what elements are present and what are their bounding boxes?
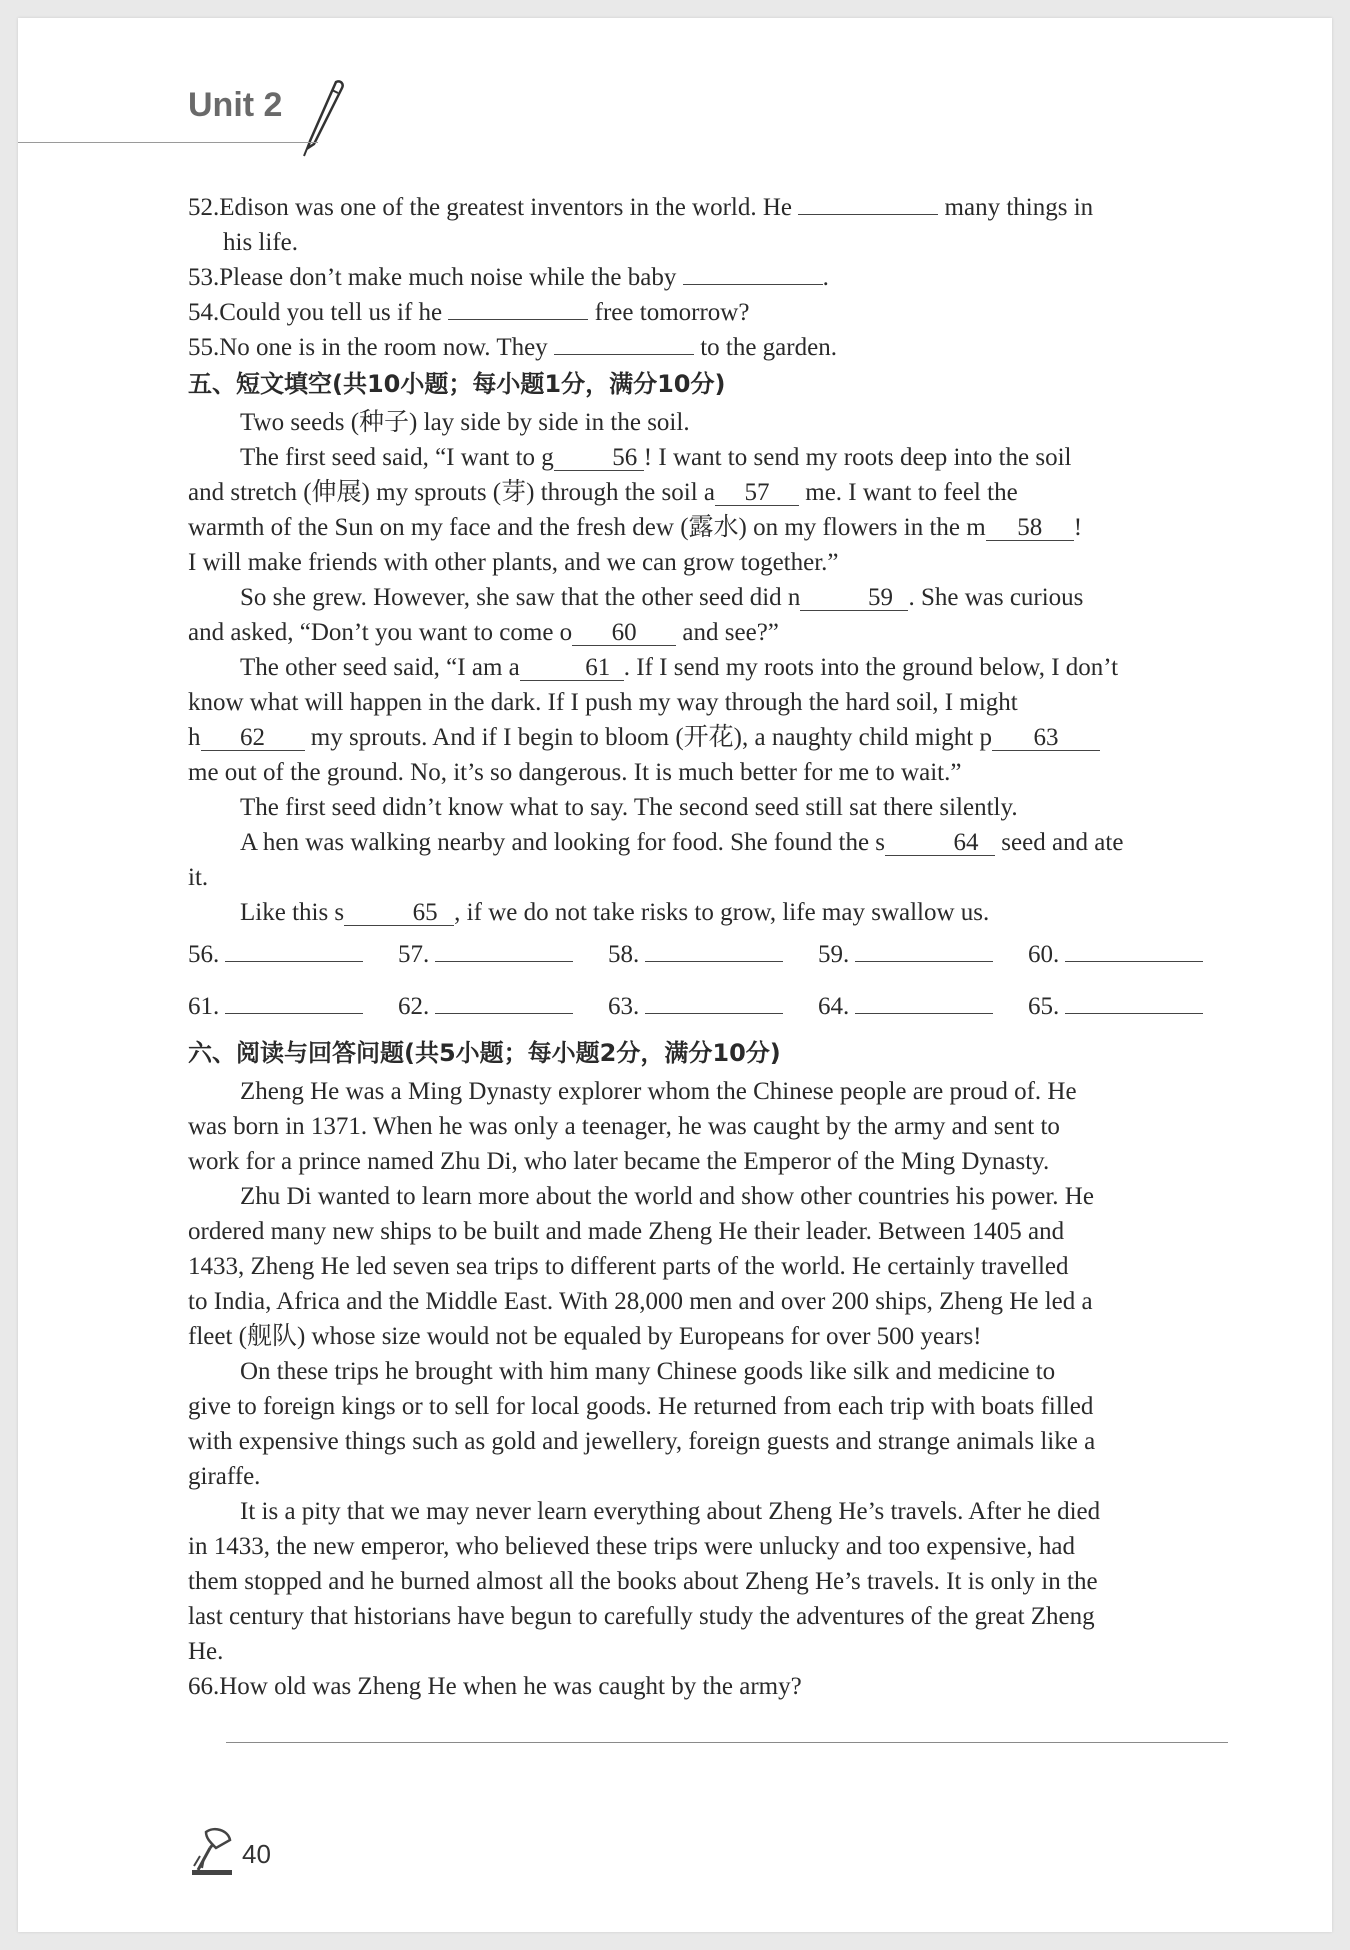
page-footer [188, 1826, 271, 1876]
answer-item: 59. [818, 937, 1028, 972]
answer-item: 60. [1028, 937, 1238, 972]
blank-64[interactable]: 64 [885, 831, 995, 856]
passage-line: He. [188, 1638, 224, 1665]
blank-60[interactable]: 60 [572, 621, 676, 646]
section-5-title: 五、短文填空(共10小题；每小题1分，满分10分) [188, 370, 726, 398]
answer-row [188, 976, 1248, 1024]
question-55: 55.No one is in the room now. They to the garden. [188, 330, 1248, 365]
passage-line: and stretch (伸展) my sprouts (芽) through the soil a 57 me. I want to feel the [188, 479, 1018, 506]
lamp-icon [188, 1826, 236, 1876]
passage-line: in 1433, the new emperor, who believed these trips were unlucky and too expensive, had [188, 1533, 1075, 1560]
blank-62[interactable]: 62 [201, 726, 305, 751]
question-52-continuation: his life. [223, 229, 298, 256]
answer-item: 57. [398, 937, 608, 972]
answer-blank[interactable] [448, 295, 588, 320]
answer-line[interactable] [225, 939, 363, 962]
question-66: 66.How old was Zheng He when he was caught by the army? [188, 1673, 802, 1700]
question-54: 54.Could you tell us if he free tomorrow? [188, 295, 1248, 330]
passage-line: So she grew. However, she saw that the other seed did n 59 . She was curious [240, 584, 1084, 611]
blank-59[interactable]: 59 [800, 586, 908, 611]
passage-line: The other seed said, “I am a 61 . If I send my roots into the ground below, I don’t [240, 654, 1119, 681]
answer-line[interactable] [1065, 991, 1203, 1014]
header-rule [18, 142, 318, 143]
answer-line[interactable] [645, 939, 783, 962]
passage-line: The first seed said, “I want to g 56 ! I want to send my roots deep into the soil [240, 444, 1072, 471]
unit-title: Unit 2 [188, 86, 283, 124]
answer-item: 62. [398, 989, 608, 1024]
answer-line-66[interactable] [226, 1742, 1228, 1743]
answer-line[interactable] [225, 991, 363, 1014]
answer-item: 58. [608, 937, 818, 972]
passage-line: work for a prince named Zhu Di, who later became the Emperor of the Ming Dynasty. [188, 1148, 1050, 1175]
section-6-title: 六、阅读与回答问题(共5小题；每小题2分，满分10分) [188, 1039, 781, 1067]
worksheet-content [188, 190, 1248, 1743]
passage-line: with expensive things such as gold and jewellery, foreign guests and strange animals like a [188, 1428, 1096, 1455]
answer-line[interactable] [855, 939, 993, 962]
passage-line: was born in 1371. When he was only a teenager, he was caught by the army and sent to [188, 1113, 1060, 1140]
answer-blank[interactable] [554, 330, 694, 355]
passage-line: The first seed didn’t know what to say. The second seed still sat there silently. [240, 794, 1018, 821]
passage-line: giraffe. [188, 1463, 261, 1490]
passage-line: It is a pity that we may never learn everything about Zheng He’s travels. After he died [240, 1498, 1101, 1525]
blank-63[interactable]: 63 [992, 726, 1100, 751]
answer-row [188, 934, 1248, 972]
blank-56[interactable]: 56 [554, 446, 644, 471]
passage-line: me out of the ground. No, it’s so dangerous. It is much better for me to wait.” [188, 759, 962, 786]
passage-line: last century that historians have begun to carefully study the adventures of the great Zheng [188, 1603, 1095, 1630]
worksheet-page [18, 18, 1332, 1932]
passage-line: give to foreign kings or to sell for local goods. He returned from each trip with boats filled [188, 1393, 1094, 1420]
page-number: 40 [242, 1839, 271, 1869]
passage-line: I will make friends with other plants, and we can grow together.” [188, 549, 839, 576]
passage-line: 1433, Zheng He led seven sea trips to different parts of the world. He certainly travelled [188, 1253, 1069, 1280]
blank-61[interactable]: 61 [520, 656, 624, 681]
answer-item: 61. [188, 989, 398, 1024]
blank-58[interactable]: 58 [986, 516, 1074, 541]
answer-line[interactable] [855, 991, 993, 1014]
answer-line[interactable] [1065, 939, 1203, 962]
pen-icon [296, 78, 346, 158]
passage-line: and asked, “Don’t you want to come o 60 and see?” [188, 619, 779, 646]
answer-line[interactable] [435, 991, 573, 1014]
passage-paragraph: Two seeds (种子) lay side by side in the soil. [240, 409, 690, 436]
blank-57[interactable]: 57 [715, 481, 799, 506]
answer-item: 65. [1028, 989, 1238, 1024]
answer-item: 64. [818, 989, 1028, 1024]
passage-line: Zhu Di wanted to learn more about the world and show other countries his power. He [240, 1183, 1094, 1210]
passage-line: ordered many new ships to be built and made Zheng He their leader. Between 1405 and [188, 1218, 1065, 1245]
answer-line[interactable] [435, 939, 573, 962]
question-52: 52.Edison was one of the greatest inventors in the world. He many things in [188, 190, 1248, 225]
passage-line: them stopped and he burned almost all the books about Zheng He’s travels. It is only in the [188, 1568, 1098, 1595]
answer-item: 56. [188, 937, 398, 972]
passage-line: to India, Africa and the Middle East. With 28,000 men and over 200 ships, Zheng He led a [188, 1288, 1093, 1315]
answer-line[interactable] [645, 991, 783, 1014]
passage-line: Zheng He was a Ming Dynasty explorer whom the Chinese people are proud of. He [240, 1078, 1077, 1105]
passage-line: warmth of the Sun on my face and the fresh dew (露水) on my flowers in the m 58 ! [188, 514, 1083, 541]
question-53: 53.Please don’t make much noise while the baby . [188, 260, 1248, 295]
passage-line: On these trips he brought with him many Chinese goods like silk and medicine to [240, 1358, 1056, 1385]
passage-line: Like this s 65 , if we do not take risks to grow, life may swallow us. [240, 899, 990, 926]
passage-line: fleet (舰队) whose size would not be equaled by Europeans for over 500 years! [188, 1323, 982, 1350]
answer-blank[interactable] [683, 260, 823, 285]
passage-line: it. [188, 864, 209, 891]
passage-line: A hen was walking nearby and looking for food. She found the s 64 seed and ate [240, 829, 1124, 856]
blank-65[interactable]: 65 [344, 901, 454, 926]
passage-line: h 62 my sprouts. And if I begin to bloom (开花), a naughty child might p 63 [188, 720, 1248, 755]
answer-blank[interactable] [798, 190, 938, 215]
answer-item: 63. [608, 989, 818, 1024]
passage-line: know what will happen in the dark. If I push my way through the hard soil, I might [188, 689, 1018, 716]
